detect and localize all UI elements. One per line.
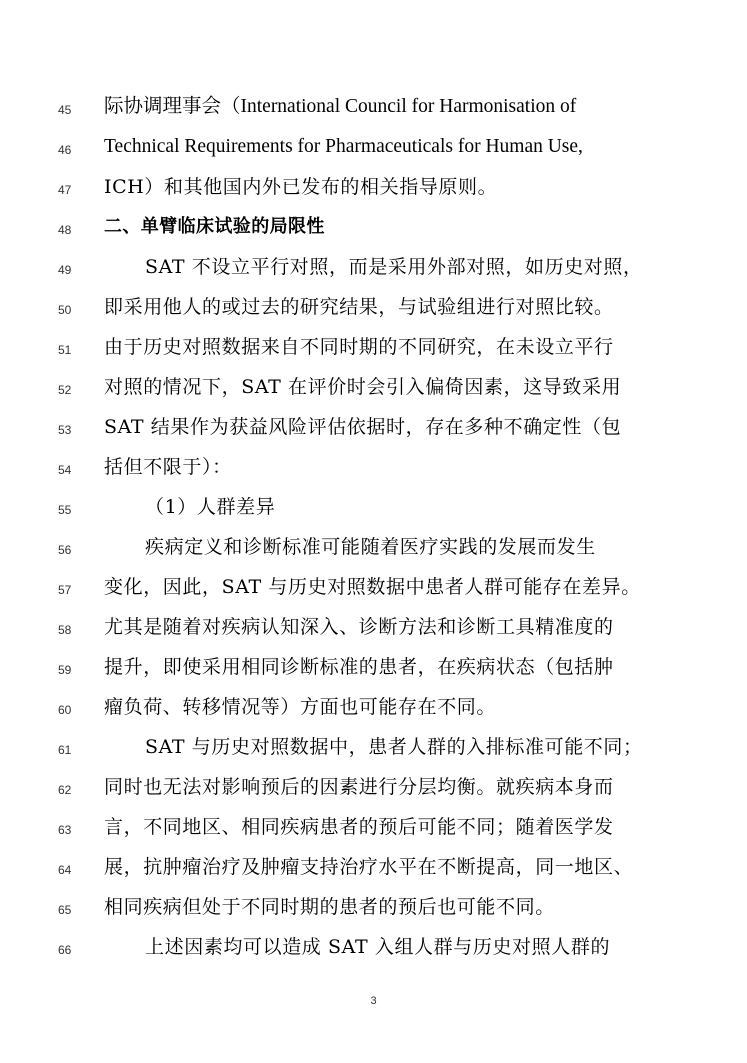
body-text: 由于历史对照数据来自不同时期的不同研究，在未设立平行: [104, 336, 614, 358]
line-number: 50: [58, 303, 72, 317]
subsection-heading: （1）人群差异: [145, 496, 276, 518]
line-number: 57: [58, 583, 72, 597]
body-text: 言，不同地区、相同疾病患者的预后可能不同；随着医学发: [104, 816, 614, 838]
line-number: 59: [58, 663, 72, 677]
line-number: 53: [58, 423, 72, 437]
paragraph-start: 上述因素均可以造成 SAT 入组人群与历史对照人群的: [145, 936, 611, 958]
body-text: Technical Requirements for Pharmaceuticals for Human Use,: [104, 136, 583, 157]
line-number: 62: [58, 783, 72, 797]
line-number: 65: [58, 903, 72, 917]
line-number: 45: [58, 103, 72, 117]
line-number: 55: [58, 503, 72, 517]
paragraph-start: 疾病定义和诊断标准可能随着医疗实践的发展而发生: [145, 536, 596, 558]
body-text: 括但不限于）：: [104, 456, 232, 478]
line-number: 52: [58, 383, 72, 397]
line-number: 48: [58, 223, 72, 237]
line-number: 47: [58, 183, 72, 197]
line-number: 51: [58, 343, 72, 357]
section-heading: 二、单臂临床试验的局限性: [104, 216, 325, 237]
paragraph-start: SAT 与历史对照数据中，患者人群的入排标准可能不同；: [145, 736, 643, 758]
body-text: 即采用他人的或过去的研究结果，与试验组进行对照比较。: [104, 296, 614, 318]
page-number: 3: [370, 995, 377, 1007]
body-text: 提升，即使采用相同诊断标准的患者，在疾病状态（包括肿: [104, 656, 614, 678]
line-number: 58: [58, 623, 72, 637]
line-number: 66: [58, 943, 72, 957]
line-number: 60: [58, 703, 72, 717]
body-text: 际协调理事会（International Council for Harmonisation of: [104, 96, 577, 117]
paragraph-start: SAT 不设立平行对照，而是采用外部对照，如历史对照，: [145, 256, 643, 278]
line-number: 54: [58, 463, 72, 477]
line-number: 63: [58, 823, 72, 837]
body-text: SAT 结果作为获益风险评估依据时，存在多种不确定性（包: [104, 416, 622, 438]
line-number: 46: [58, 143, 72, 157]
line-66: [0, 936, 747, 983]
line-number: 64: [58, 863, 72, 877]
line-number: 56: [58, 543, 72, 557]
line-number: 61: [58, 743, 72, 757]
body-text: 瘤负荷、转移情况等）方面也可能存在不同。: [104, 696, 497, 718]
body-text: 变化，因此，SAT 与历史对照数据中患者人群可能存在差异。: [104, 576, 641, 598]
body-text: 相同疾病但处于不同时期的患者的预后也可能不同。: [104, 896, 555, 918]
line-number: 49: [58, 263, 72, 277]
body-text: 展，抗肿瘤治疗及肿瘤支持治疗水平在不断提高，同一地区、: [104, 856, 634, 878]
body-text: ICH）和其他国内外已发布的相关指导原则。: [104, 176, 498, 198]
body-text: 同时也无法对影响预后的因素进行分层均衡。就疾病本身而: [104, 776, 614, 798]
body-text: 尤其是随着对疾病认知深入、诊断方法和诊断工具精准度的: [104, 616, 614, 638]
body-text: 对照的情况下，SAT 在评价时会引入偏倚因素，这导致采用: [104, 376, 622, 398]
